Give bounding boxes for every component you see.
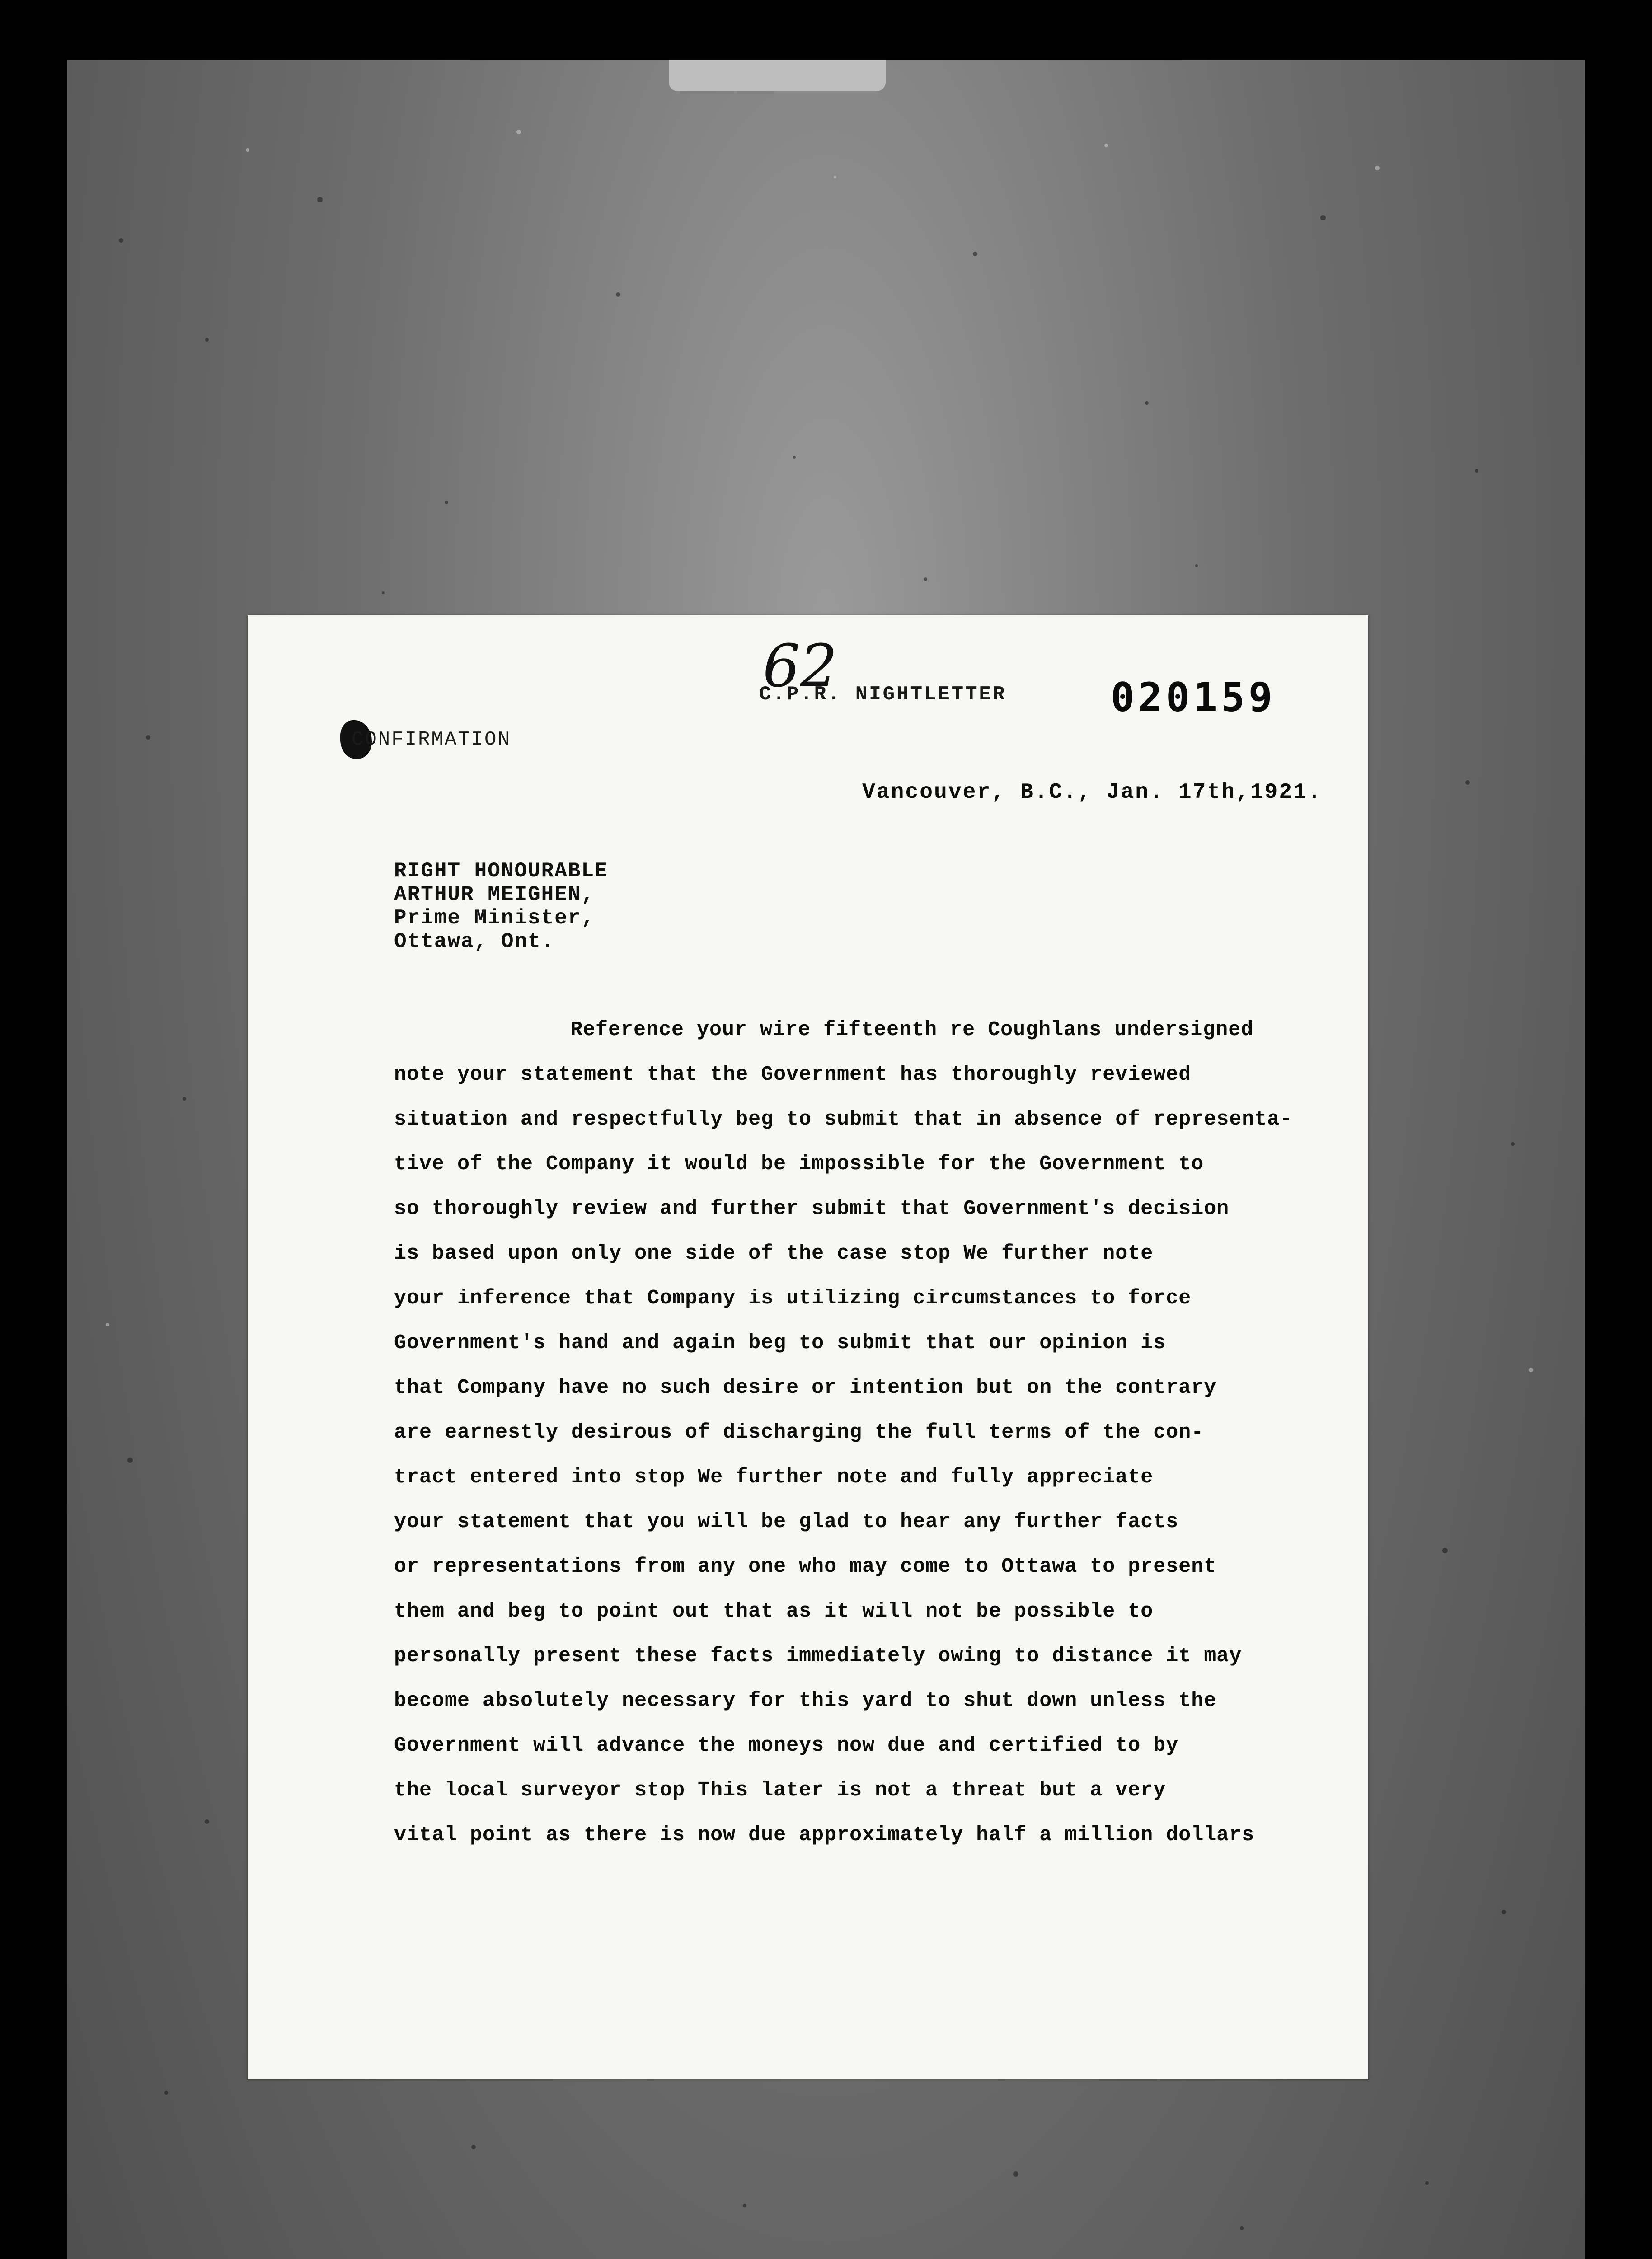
body-line: Government will advance the moneys now due and certified to by xyxy=(394,1734,1179,1757)
body-line: are earnestly desirous of discharging the full terms of the con- xyxy=(394,1421,1204,1444)
telegram-page xyxy=(248,615,1368,2079)
body-line: note your statement that the Government has thoroughly reviewed xyxy=(394,1063,1192,1086)
recipient-address xyxy=(394,859,608,953)
body-line: tract entered into stop We further note and fully appreciate xyxy=(394,1466,1154,1489)
body-line: that Company have no such desire or intention but on the contrary xyxy=(394,1376,1217,1399)
handwritten-page-number: 62 xyxy=(763,632,838,700)
body-line: Reference your wire fifteenth re Coughlans undersigned xyxy=(570,1018,1254,1041)
body-line: vital point as there is now due approximately half a million dollars xyxy=(394,1823,1255,1847)
body-line: or representations from any one who may come to Ottawa to present xyxy=(394,1555,1217,1578)
mount-clip-tab xyxy=(669,60,886,91)
address-line: Prime Minister, xyxy=(394,906,595,930)
body-line: your inference that Company is utilizing circumstances to force xyxy=(394,1287,1192,1310)
address-line: Ottawa, Ont. xyxy=(394,930,555,953)
body-line: so thoroughly review and further submit that Government's decision xyxy=(394,1197,1230,1220)
body-line: tive of the Company it would be impossible for the Government to xyxy=(394,1153,1204,1176)
address-line: RIGHT HONOURABLE xyxy=(394,859,608,883)
telegram-service: C.P.R. NIGHTLETTER xyxy=(759,683,1007,706)
telegram-body xyxy=(394,1008,1338,1857)
body-line: your statement that you will be glad to hear any further facts xyxy=(394,1510,1179,1533)
address-line: ARTHUR MEIGHEN, xyxy=(394,883,595,906)
body-line: is based upon only one side of the case stop We further note xyxy=(394,1242,1154,1265)
body-line: the local surveyor stop This later is not a threat but a very xyxy=(394,1779,1166,1802)
body-line: become absolutely necessary for this yard to shut down unless the xyxy=(394,1689,1217,1712)
body-line: personally present these facts immediately owing to distance it may xyxy=(394,1645,1242,1668)
dateline: Vancouver, B.C., Jan. 17th,1921. xyxy=(862,780,1322,805)
body-line: situation and respectfully beg to submit that in absence of representa- xyxy=(394,1108,1293,1131)
document-number-stamp: 020159 xyxy=(1111,674,1276,721)
confirmation-heading: CONFIRMATION xyxy=(352,728,511,751)
body-line: them and beg to point out that as it will not be possible to xyxy=(394,1600,1154,1623)
body-line: Government's hand and again beg to submit that our opinion is xyxy=(394,1331,1166,1354)
